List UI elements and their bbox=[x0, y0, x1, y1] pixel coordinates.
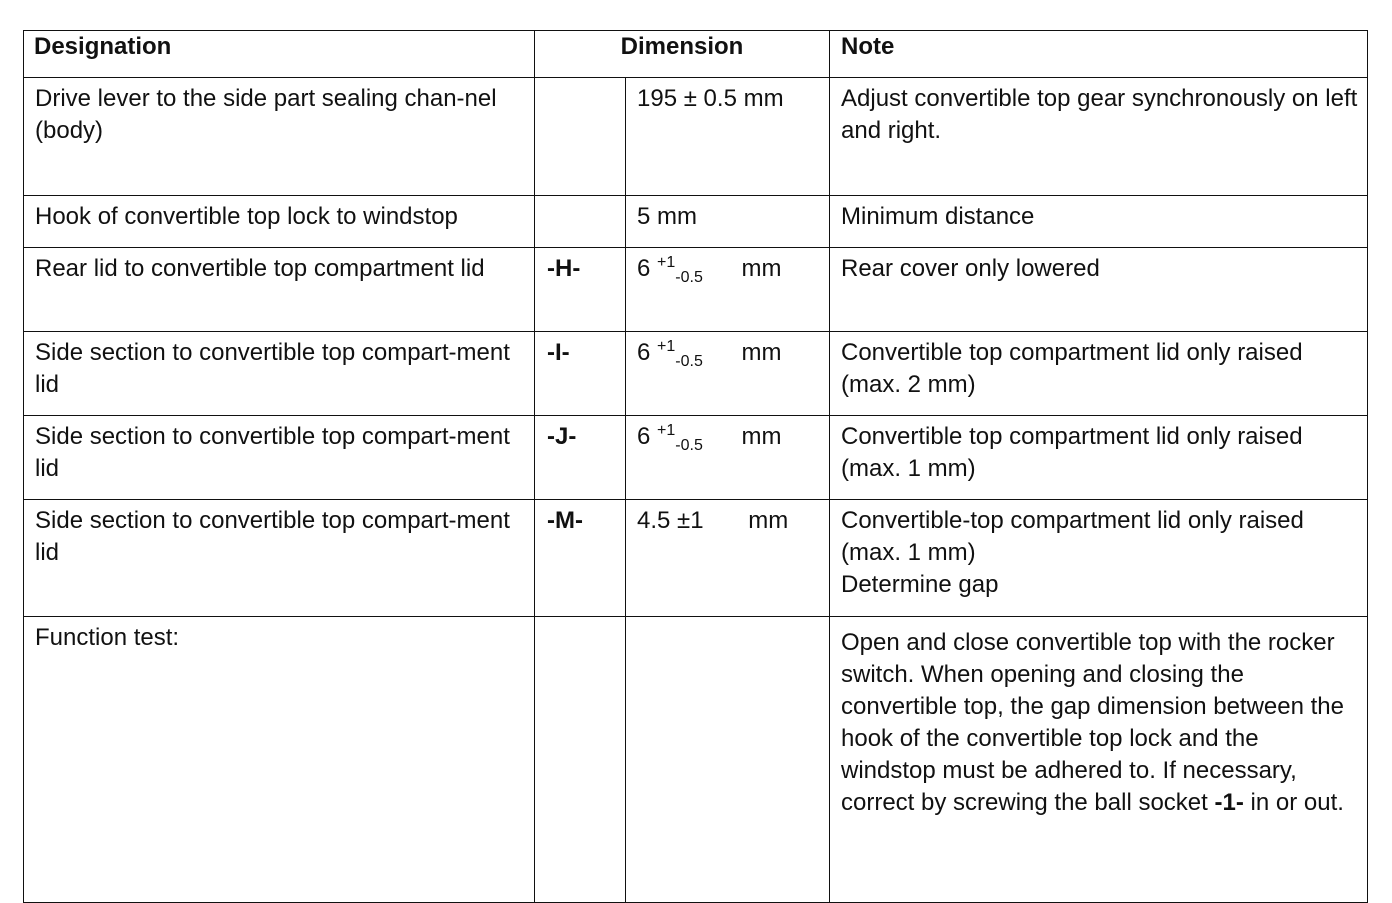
note-cell: Adjust convertible top gear synchronously on left and right. bbox=[830, 78, 1368, 196]
dimension-unit: mm bbox=[741, 255, 782, 282]
tolerance bbox=[657, 254, 703, 286]
header-row bbox=[24, 31, 1368, 78]
tolerance-upper: +1 bbox=[657, 254, 676, 271]
mark-cell: -I- bbox=[535, 332, 626, 416]
tolerance-upper: +1 bbox=[657, 338, 676, 355]
note-cell: Convertible top compartment lid only raised (max. 1 mm) bbox=[830, 416, 1368, 500]
dimension-unit: mm bbox=[748, 507, 789, 534]
table-row bbox=[24, 248, 1368, 332]
note-line: Determine gap bbox=[841, 571, 999, 598]
note-text: Open and close convertible top with the rocker switch. When opening and closing the convertible top, the gap dimension between the hook of the convertible top lock and the windstop must be adhered to. If necessary, correct by screwing the ball socket bbox=[841, 629, 1345, 816]
note-cell: Convertible top compartment lid only raised (max. 2 mm) bbox=[830, 332, 1368, 416]
specification-table bbox=[23, 30, 1368, 903]
dimension-cell bbox=[626, 332, 830, 416]
mark-cell: -H- bbox=[535, 248, 626, 332]
designation-cell: Side section to convertible top compart-ment lid bbox=[24, 500, 535, 617]
header-note: Note bbox=[830, 31, 1368, 78]
designation-cell: Side section to convertible top compart-ment lid bbox=[24, 416, 535, 500]
header-designation: Designation bbox=[24, 31, 535, 78]
header-dimension: Dimension bbox=[535, 31, 830, 78]
designation-cell: Side section to convertible top compart-ment lid bbox=[24, 332, 535, 416]
dimension-value: 6 bbox=[637, 423, 651, 450]
dimension-value: 5 mm bbox=[626, 196, 830, 248]
designation-cell: Hook of convertible top lock to windstop bbox=[24, 196, 535, 248]
tolerance-upper: +1 bbox=[657, 422, 676, 439]
mark-cell bbox=[535, 617, 626, 903]
note-cell bbox=[830, 617, 1368, 903]
designation-cell: Drive lever to the side part sealing chan-nel (body) bbox=[24, 78, 535, 196]
mark-cell bbox=[535, 196, 626, 248]
table-row bbox=[24, 78, 1368, 196]
dimension-value: 6 bbox=[637, 255, 651, 282]
dimension-unit: mm bbox=[741, 339, 782, 366]
table-row bbox=[24, 617, 1368, 903]
note-cell: Rear cover only lowered bbox=[830, 248, 1368, 332]
table-row bbox=[24, 500, 1368, 617]
note-line: Convertible-top compartment lid only raised (max. 1 mm) bbox=[841, 507, 1304, 566]
dimension-value: 4.5 ±1 bbox=[637, 507, 704, 534]
note-cell: Minimum distance bbox=[830, 196, 1368, 248]
mark-cell: -M- bbox=[535, 500, 626, 617]
tolerance-lower: -0.5 bbox=[675, 437, 703, 454]
dimension-value: 6 bbox=[637, 339, 651, 366]
dimension-value: 195 ± 0.5 mm bbox=[626, 78, 830, 196]
table-row bbox=[24, 416, 1368, 500]
designation-cell: Rear lid to convertible top compartment lid bbox=[24, 248, 535, 332]
tolerance-lower: -0.5 bbox=[675, 269, 703, 286]
dimension-unit: mm bbox=[741, 423, 782, 450]
tolerance-lower: -0.5 bbox=[675, 353, 703, 370]
tolerance bbox=[657, 422, 703, 454]
dimension-cell bbox=[626, 248, 830, 332]
tolerance bbox=[657, 338, 703, 370]
dimension-cell bbox=[626, 500, 830, 617]
table-row bbox=[24, 332, 1368, 416]
mark-cell: -J- bbox=[535, 416, 626, 500]
table-row bbox=[24, 196, 1368, 248]
note-cell bbox=[830, 500, 1368, 617]
note-text: in or out. bbox=[1250, 789, 1344, 816]
reference-mark: -1- bbox=[1214, 789, 1244, 816]
designation-cell: Function test: bbox=[24, 617, 535, 903]
dimension-cell bbox=[626, 617, 830, 903]
dimension-cell bbox=[626, 416, 830, 500]
mark-cell bbox=[535, 78, 626, 196]
